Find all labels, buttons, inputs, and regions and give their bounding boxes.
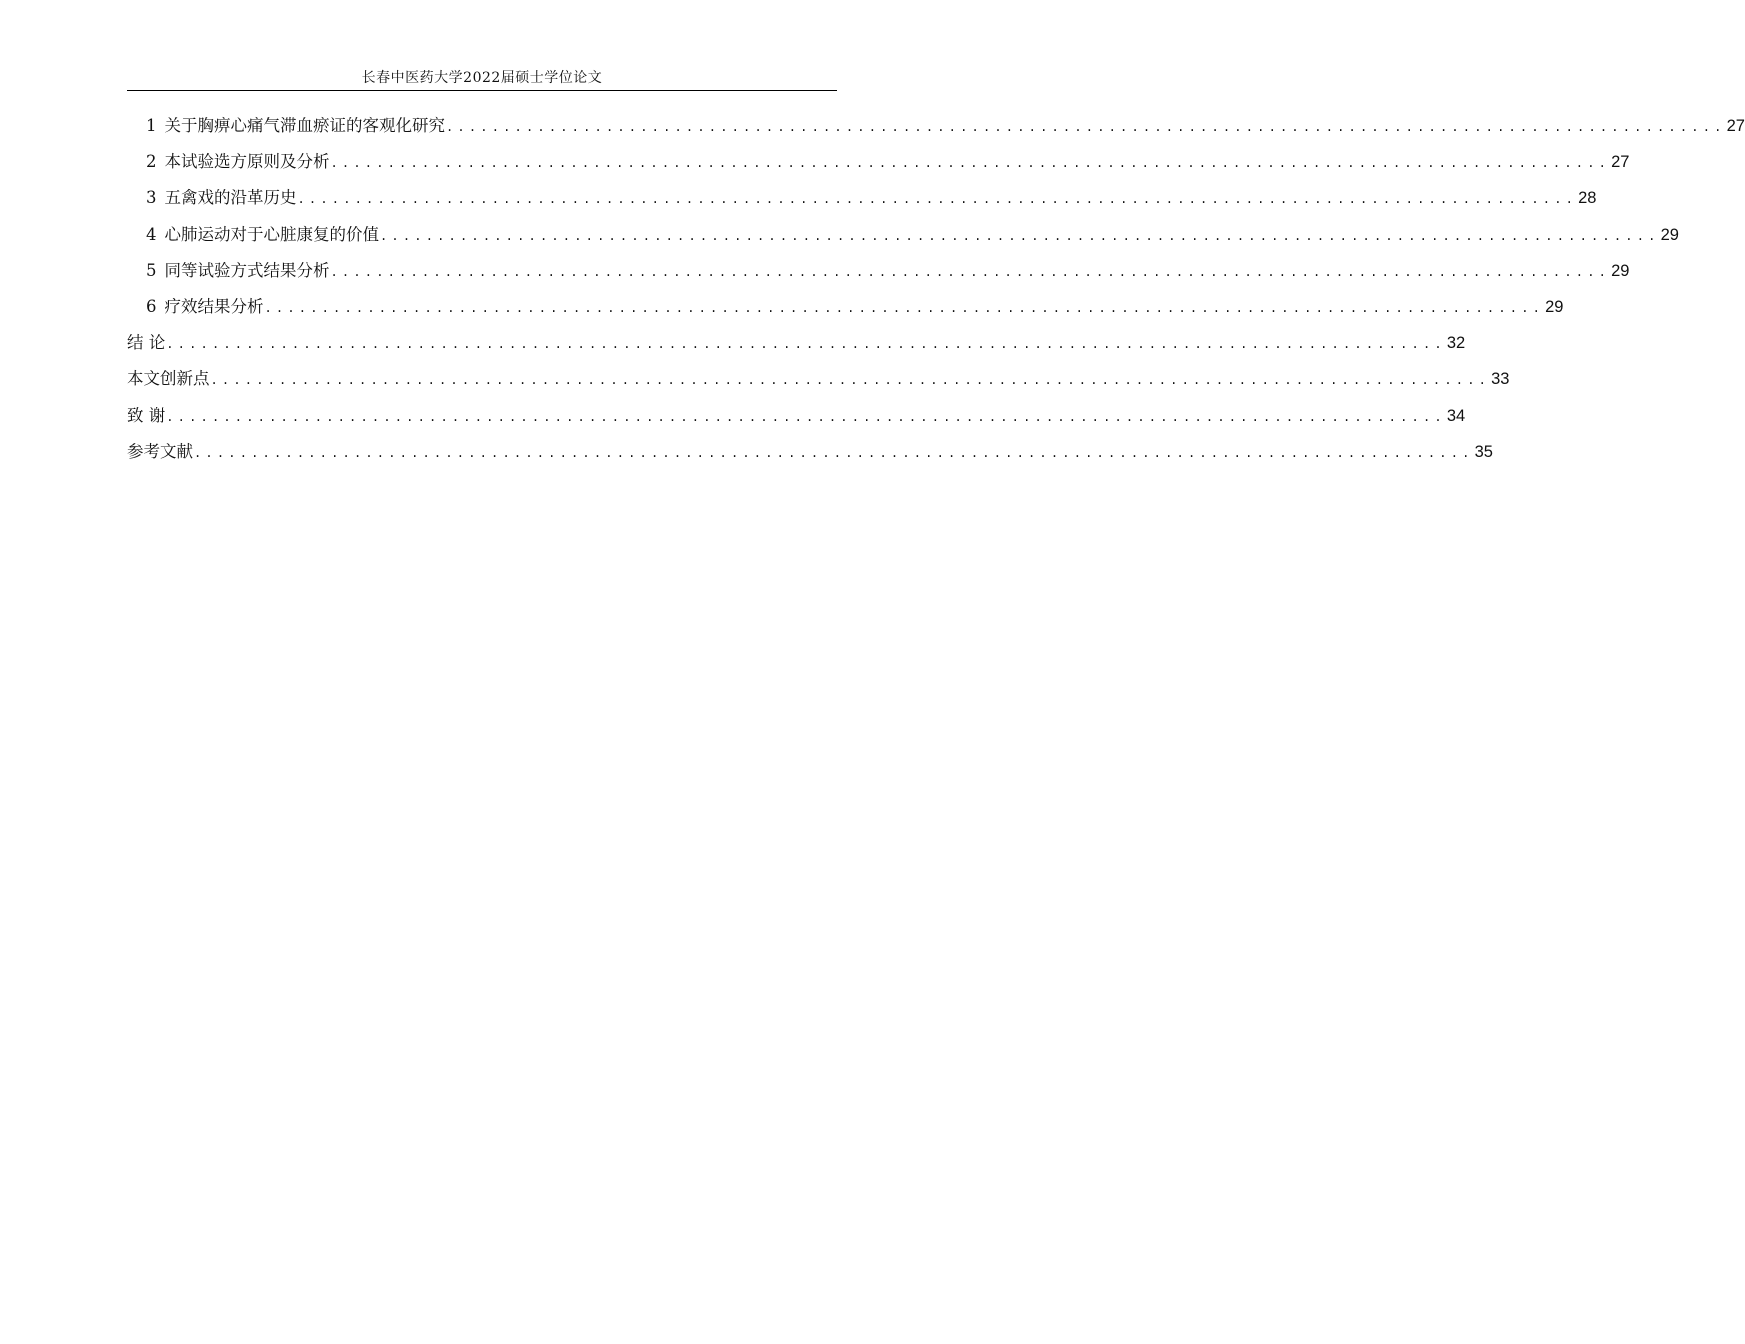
dot-leader: ................................................................................................................ bbox=[166, 409, 1446, 424]
dot-leader: ................................................................................................................ bbox=[210, 373, 1491, 388]
toc-entry[interactable] bbox=[127, 180, 1597, 216]
toc-entry-page: 29 bbox=[1660, 225, 1679, 244]
toc-entry-title: 本文创新点 bbox=[127, 369, 210, 389]
toc-entry-page: 29 bbox=[1611, 261, 1630, 280]
toc-entry-label bbox=[127, 217, 379, 253]
toc-entry-number: 5 bbox=[146, 260, 157, 280]
toc-entry-label bbox=[127, 253, 330, 289]
toc-entry[interactable] bbox=[127, 434, 1493, 470]
toc-entry-title: 参考文献 bbox=[127, 441, 193, 461]
toc-entry-title: 五禽戏的沿革历史 bbox=[164, 188, 297, 208]
dot-leader: ................................................................................................................ bbox=[380, 228, 1660, 243]
table-of-contents bbox=[127, 108, 1745, 470]
toc-entry-label bbox=[127, 180, 297, 216]
toc-entry-page: 29 bbox=[1545, 297, 1564, 316]
toc-entry[interactable] bbox=[127, 325, 1466, 361]
toc-entry-number: 1 bbox=[146, 116, 157, 135]
toc-entry[interactable] bbox=[127, 289, 1564, 325]
toc-entry-title: 疗效结果分析 bbox=[164, 296, 264, 316]
toc-entry-number: 6 bbox=[146, 296, 157, 316]
toc-entry[interactable] bbox=[127, 108, 1745, 144]
toc-entry-page: 34 bbox=[1446, 406, 1466, 425]
toc-entry-title: 结 论 bbox=[127, 333, 166, 353]
toc-entry[interactable] bbox=[127, 361, 1510, 397]
thesis-title: 长春中医药大学2022届硕士学位论文 bbox=[361, 70, 603, 86]
toc-entry[interactable] bbox=[127, 253, 1630, 289]
dot-leader: ................................................................................................................ bbox=[297, 192, 1578, 207]
toc-entry[interactable] bbox=[127, 398, 1466, 434]
toc-entry[interactable] bbox=[127, 144, 1630, 180]
toc-entry-page: 35 bbox=[1474, 442, 1493, 461]
toc-entry-page: 33 bbox=[1491, 370, 1510, 389]
dot-leader: ................................................................................................................ bbox=[166, 337, 1446, 352]
toc-entry-title: 同等试验方式结果分析 bbox=[164, 260, 330, 280]
toc-entry[interactable] bbox=[127, 217, 1679, 253]
toc-entry-page: 27 bbox=[1726, 117, 1745, 135]
toc-entry-number: 2 bbox=[146, 152, 157, 172]
toc-entry-title: 致 谢 bbox=[127, 405, 166, 425]
toc-entry-title: 本试验选方原则及分析 bbox=[164, 152, 330, 172]
toc-entry-page: 28 bbox=[1578, 189, 1597, 208]
toc-entry-page: 32 bbox=[1446, 334, 1466, 353]
dot-leader: ................................................................................................................ bbox=[330, 156, 1611, 171]
toc-entry-label bbox=[127, 144, 330, 180]
toc-entry-label bbox=[127, 108, 445, 144]
toc-entry-number: 4 bbox=[146, 224, 157, 244]
toc-entry-page: 27 bbox=[1611, 153, 1630, 172]
dot-leader: ................................................................................................................ bbox=[446, 120, 1726, 134]
toc-entry-title: 心肺运动对于心脏康复的价值 bbox=[164, 224, 379, 244]
toc-entry-title: 关于胸痹心痛气滞血瘀证的客观化研究 bbox=[164, 116, 445, 135]
dot-leader: ................................................................................................................ bbox=[264, 300, 1545, 315]
toc-entry-number: 3 bbox=[146, 188, 157, 208]
dot-leader: ................................................................................................................ bbox=[330, 264, 1611, 279]
toc-entry-label bbox=[127, 289, 264, 325]
dot-leader: ................................................................................................................ bbox=[194, 445, 1474, 460]
page-header bbox=[127, 68, 837, 91]
